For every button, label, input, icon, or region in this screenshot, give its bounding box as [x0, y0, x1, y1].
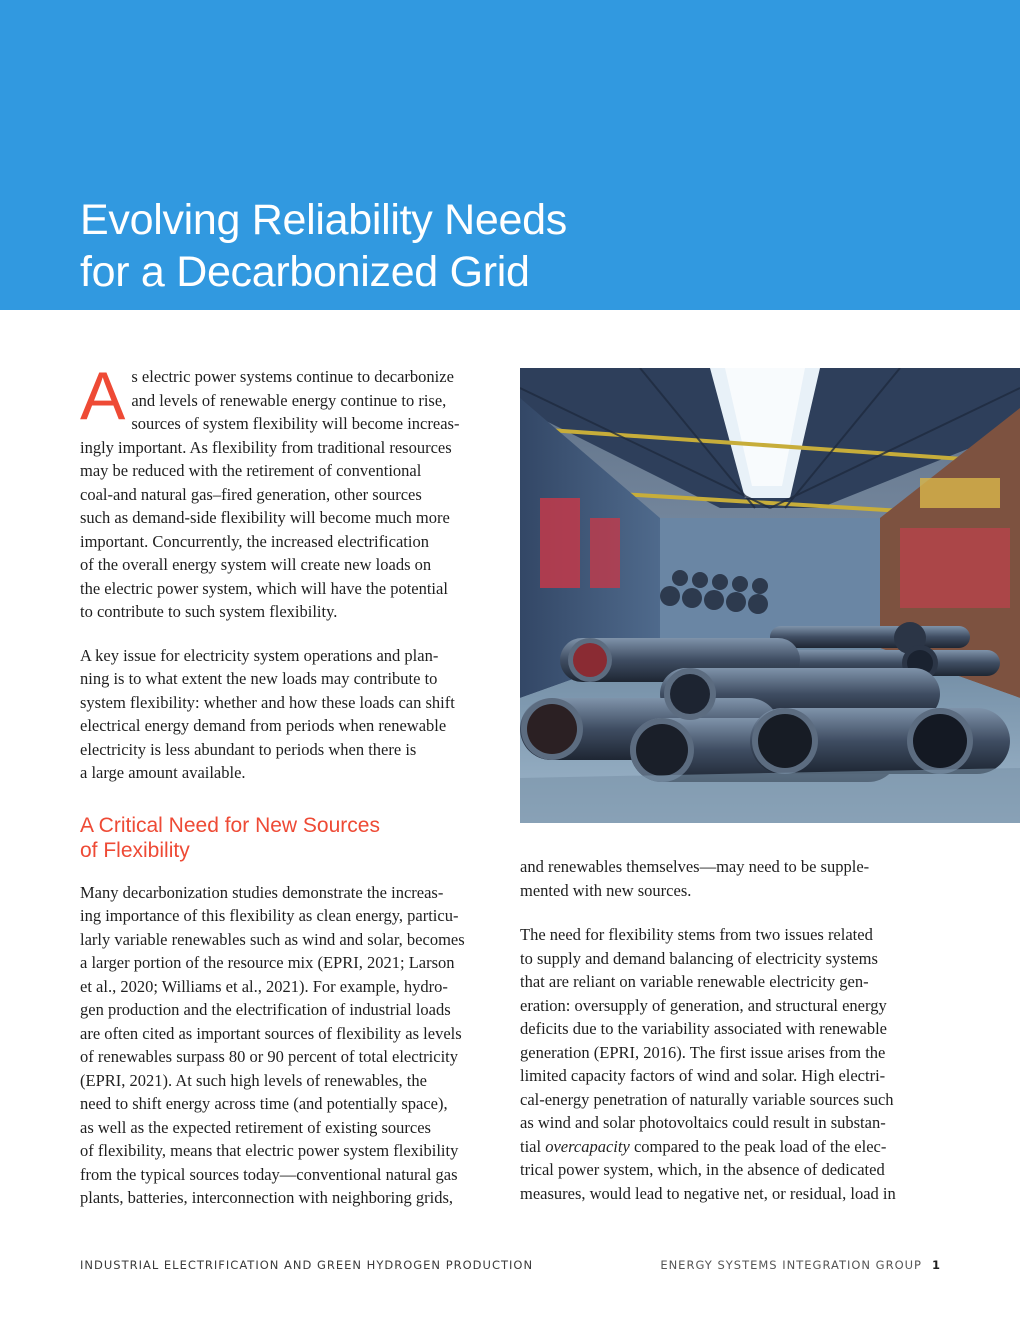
footer-publication-title: INDUSTRIAL ELECTRIFICATION AND GREEN HYDROGEN PRODUCTION [80, 1258, 534, 1272]
intro-paragraph [80, 358, 494, 624]
text-line: important. Concurrently, the increased electrification [80, 531, 429, 551]
text-line: as wind and solar photovoltaics could result in substan- [520, 1113, 886, 1132]
drop-cap: A [80, 358, 126, 434]
body-paragraph [80, 881, 494, 1210]
right-column [520, 855, 936, 1205]
text-line: and levels of renewable energy continue to rise, [131, 390, 447, 410]
industrial-pipes-photo [520, 368, 1020, 823]
text-line: to supply and demand balancing of electricity systems [520, 948, 878, 968]
text-line: deficits due to the variability associated with renewable [520, 1019, 887, 1038]
text-line: to contribute to such system flexibility. [80, 602, 338, 621]
text-run: tial [520, 1136, 546, 1156]
page-title [80, 194, 567, 298]
text-line: and renewables themselves—may need to be supple- [520, 857, 870, 876]
text-line: A key issue for electricity system operations and plan- [80, 645, 439, 665]
body-paragraph [80, 644, 494, 785]
text-line: ing importance of this flexibility as clean energy, particu- [80, 906, 459, 925]
text-line: as well as the expected retirement of existing sources [80, 1117, 431, 1137]
text-line: limited capacity factors of wind and solar. High electri- [520, 1066, 886, 1085]
text-line: from the typical sources today—conventional natural gas [80, 1164, 458, 1184]
italic-term: overcapacity [545, 1136, 630, 1156]
title-line: for a Decarbonized Grid [80, 248, 530, 296]
text-line: trical power system, which, in the absence of dedicated [520, 1160, 885, 1179]
text-line: the electric power system, which will have the potential [80, 578, 448, 598]
text-line: may be reduced with the retirement of conventional [80, 461, 422, 480]
text-line: ning is to what extent the new loads may contribute to [80, 669, 438, 688]
text-line: measures, would lead to negative net, or residual, load in [520, 1183, 896, 1203]
text-line: s electric power systems continue to decarbonize [131, 367, 454, 386]
text-line: plants, batteries, interconnection with neighboring grids, [80, 1188, 453, 1207]
text-line: et al., 2020; Williams et al., 2021). For example, hydro- [80, 976, 448, 996]
page-number: 1 [931, 1258, 940, 1272]
text-line: (EPRI, 2021). At such high levels of renewables, the [80, 1070, 427, 1090]
text-line: coal-and natural gas–fired generation, other sources [80, 484, 422, 504]
text-line: a large amount available. [80, 763, 246, 782]
heading-line: A Critical Need for New Sources [80, 813, 380, 837]
text-line: eration: oversupply of generation, and structural energy [520, 995, 887, 1015]
text-line: gen production and the electrification of industrial loads [80, 1000, 451, 1019]
text-line: of the overall energy system will create new loads on [80, 555, 432, 574]
left-column [80, 358, 494, 1210]
text-line: Many decarbonization studies demonstrate the increas- [80, 882, 444, 902]
text-line: system flexibility: whether and how these loads can shift [80, 692, 455, 712]
text-line: that are reliant on variable renewable electricity gen- [520, 972, 869, 991]
text-line: a larger portion of the resource mix (EPRI, 2021; Larson [80, 953, 455, 972]
text-line: such as demand-side flexibility will become much more [80, 508, 450, 527]
text-line [520, 1135, 936, 1159]
text-line: larly variable renewables such as wind and solar, becomes [80, 929, 465, 949]
text-line: are often cited as important sources of flexibility as levels [80, 1023, 462, 1043]
text-line: generation (EPRI, 2016). The first issue arises from the [520, 1042, 886, 1062]
section-heading [80, 813, 494, 863]
text-line: sources of system flexibility will become increas- [131, 414, 460, 433]
body-paragraph [520, 855, 936, 902]
text-line: electrical energy demand from periods when renewable [80, 716, 447, 735]
text-line: need to shift energy across time (and potentially space), [80, 1094, 448, 1113]
text-line: cal-energy penetration of naturally variable sources such [520, 1089, 894, 1109]
text-line: mented with new sources. [520, 880, 692, 900]
title-line: Evolving Reliability Needs [80, 196, 567, 244]
text-run: compared to the peak load of the elec- [629, 1136, 887, 1156]
footer-org-name: ENERGY SYSTEMS INTEGRATION GROUP [660, 1258, 922, 1272]
warehouse-illustration [520, 368, 1020, 823]
text-line: electricity is less abundant to periods when there is [80, 739, 417, 759]
footer-organization [660, 1258, 940, 1272]
text-line: of flexibility, means that electric power system flexibility [80, 1141, 459, 1160]
title-banner [0, 0, 1020, 310]
heading-line: of Flexibility [80, 838, 190, 862]
text-line: The need for flexibility stems from two issues related [520, 925, 873, 944]
text-line: of renewables surpass 80 or 90 percent of total electricity [80, 1047, 458, 1066]
body-paragraph [520, 923, 936, 1205]
text-line: ingly important. As flexibility from traditional resources [80, 437, 452, 457]
